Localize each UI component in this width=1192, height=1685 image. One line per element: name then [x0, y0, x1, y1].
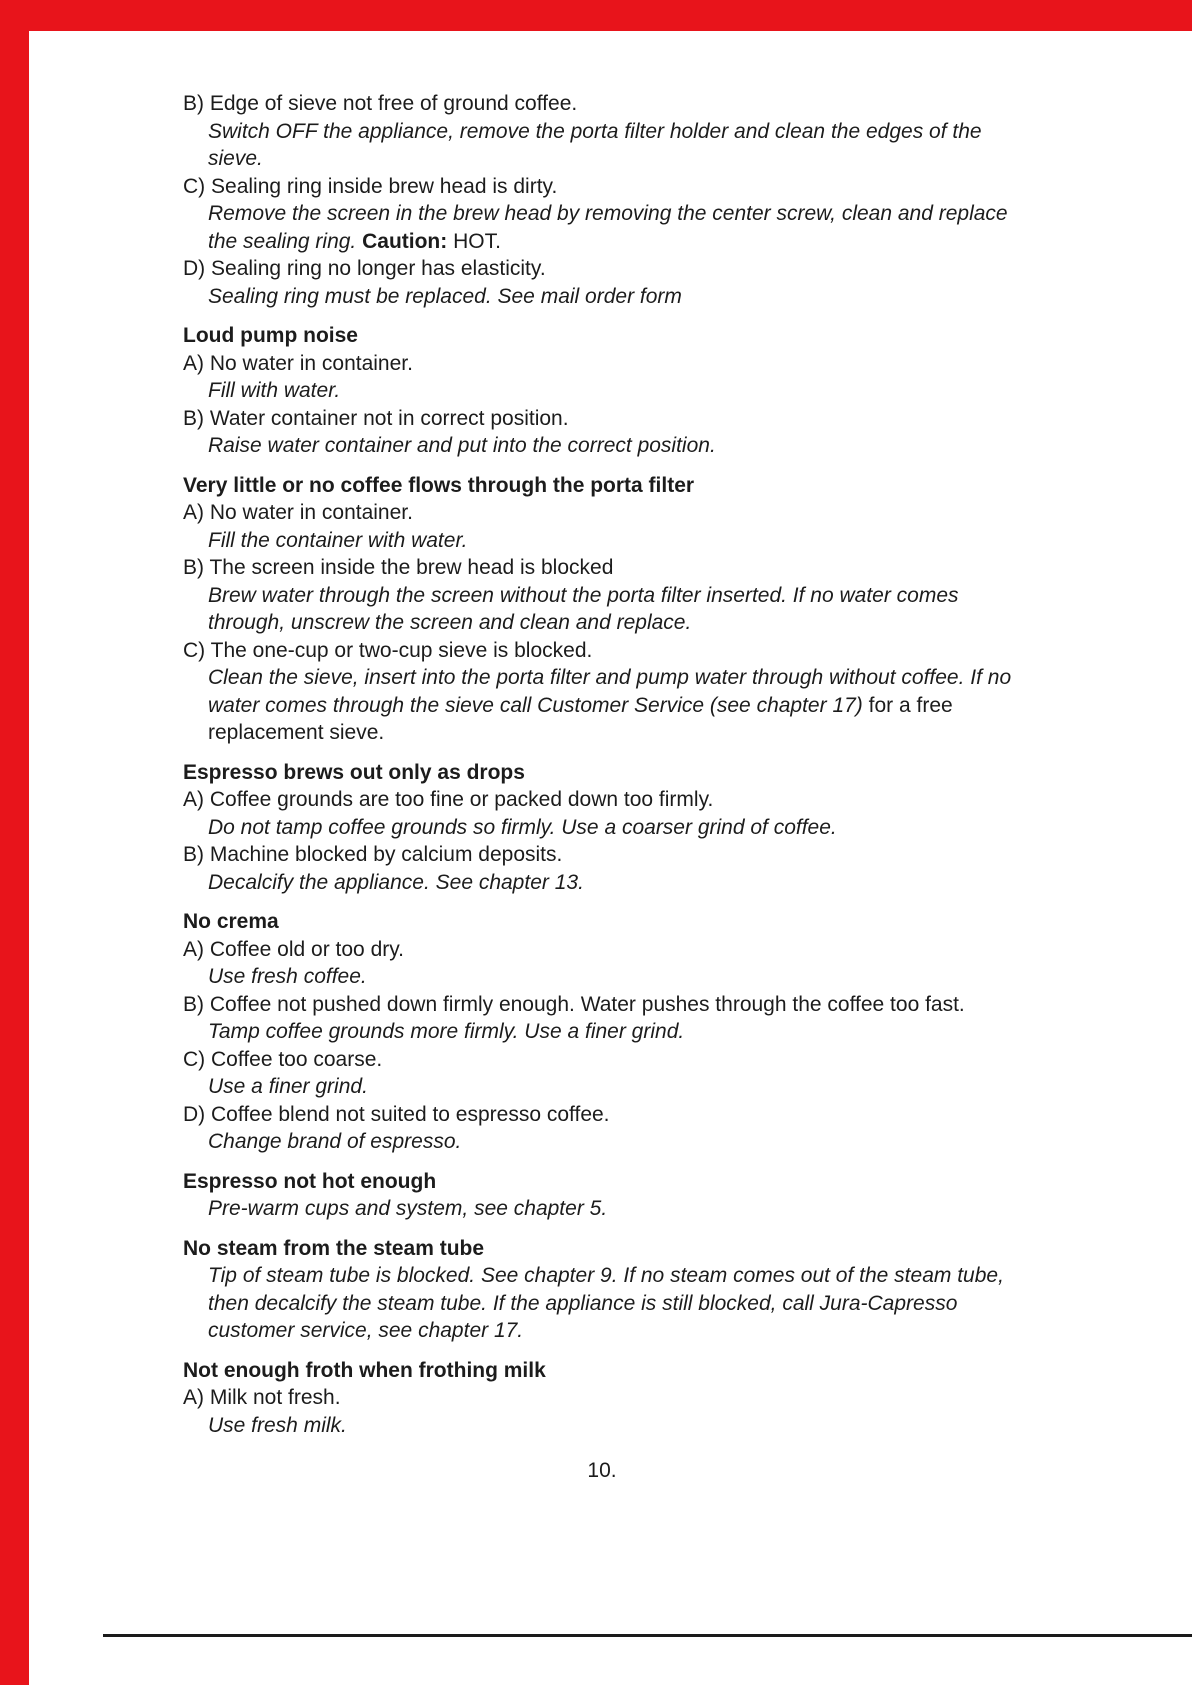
- solution-run: Caution:: [362, 229, 448, 253]
- solution-run: Pre-warm cups and system, see chapter 5.: [208, 1197, 608, 1220]
- solution-line: [183, 664, 1021, 747]
- problem-line: C) Sealing ring inside brew head is dirty.: [183, 174, 558, 198]
- section-heading: No steam from the steam tube: [183, 1236, 485, 1260]
- section-heading: Loud pump noise: [183, 324, 358, 347]
- item-label: C): [183, 174, 206, 198]
- section: [183, 322, 1021, 460]
- troubleshooting-item: [183, 1262, 1021, 1345]
- troubleshooting-item: [183, 350, 1021, 405]
- solution-run: Tip of steam tube is blocked. See chapter 9. If no steam comes out of the steam tube, then decalcify the steam tube. If the appliance is still blocked, call Jura-Capresso customer service, see chapter 17.: [208, 1264, 1004, 1342]
- section-heading: Espresso brews out only as drops: [183, 760, 525, 784]
- solution-line: [183, 1073, 1021, 1101]
- solution-line: [183, 527, 1021, 555]
- problem-line: B) Coffee not pushed down firmly enough. Water pushes through the coffee too fast.: [183, 992, 965, 1016]
- troubleshooting-item: [183, 499, 1021, 554]
- solution-line: [183, 1412, 1021, 1440]
- solution-run: Decalcify the appliance. See chapter 13.: [208, 870, 584, 894]
- solution-run: HOT.: [447, 229, 501, 253]
- solution-line: [183, 582, 1021, 637]
- section: [183, 1235, 1021, 1345]
- solution-line: [183, 377, 1021, 405]
- section: [183, 90, 1021, 310]
- problem-line: B) Water container not in correct position.: [183, 406, 569, 430]
- solution-run: Fill with water.: [208, 379, 341, 402]
- solution-line: [183, 1195, 1021, 1223]
- problem-line: C) Coffee too coarse.: [183, 1047, 383, 1071]
- solution-run: Do not tamp coffee grounds so firmly. Use a coarser grind of coffee.: [208, 815, 837, 839]
- section-heading: Espresso not hot enough: [183, 1169, 437, 1193]
- solution-line: [183, 283, 1021, 311]
- problem-line: A) No water in container.: [183, 351, 413, 375]
- solution-run: Sealing ring must be replaced. See mail order form: [208, 284, 682, 308]
- problem-line: A) Milk not fresh.: [183, 1386, 341, 1409]
- solution-line: [183, 432, 1021, 460]
- solution-line: [183, 814, 1021, 842]
- solution-run: Use fresh coffee.: [208, 965, 367, 988]
- solution-line: [183, 963, 1021, 991]
- solution-run: Tamp coffee grounds more firmly. Use a finer grind.: [208, 1020, 685, 1043]
- troubleshooting-item: [183, 1195, 1021, 1223]
- solution-run: Raise water container and put into the correct position.: [208, 434, 716, 457]
- solution-run: Use a finer grind.: [208, 1075, 368, 1098]
- item-label: D): [183, 1102, 206, 1126]
- problem-line: D) Sealing ring no longer has elasticity.: [183, 257, 546, 280]
- section-heading: No crema: [183, 910, 279, 933]
- page-content: [183, 90, 1021, 1485]
- item-label: A): [183, 937, 204, 961]
- section: [183, 908, 1021, 1156]
- solution-run: Fill the container with water.: [208, 528, 468, 552]
- problem-line: B) Edge of sieve not free of ground coffee.: [183, 92, 578, 115]
- item-label: D): [183, 257, 206, 280]
- solution-line: [183, 1128, 1021, 1156]
- item-label: C): [183, 1047, 206, 1071]
- section-heading: Not enough froth when frothing milk: [183, 1358, 546, 1382]
- troubleshooting-item: [183, 936, 1021, 991]
- solution-line: [183, 200, 1021, 255]
- item-label: A): [183, 501, 204, 524]
- item-label: A): [183, 1386, 204, 1409]
- troubleshooting-item: [183, 991, 1021, 1046]
- troubleshooting-sections: [183, 90, 1021, 1439]
- solution-run: Use fresh milk.: [208, 1413, 347, 1437]
- solution-line: [183, 869, 1021, 897]
- item-label: B): [183, 843, 204, 866]
- problem-line: B) Machine blocked by calcium deposits.: [183, 843, 563, 866]
- problem-line: D) Coffee blend not suited to espresso coffee.: [183, 1102, 610, 1126]
- troubleshooting-item: [183, 1384, 1021, 1439]
- troubleshooting-item: [183, 173, 1021, 256]
- solution-run: for a free replacement sieve.: [208, 693, 953, 744]
- problem-line: C) The one-cup or two-cup sieve is blocked.: [183, 638, 593, 662]
- item-label: B): [183, 992, 204, 1016]
- solution-run: Brew water through the screen without the porta filter inserted. If no water comes through, unscrew the screen and clean and replace.: [208, 583, 959, 634]
- solution-line: [183, 1262, 1021, 1345]
- page-number: 10.: [587, 1459, 617, 1482]
- troubleshooting-item: [183, 786, 1021, 841]
- item-label: B): [183, 406, 204, 430]
- solution-run: Clean the sieve, insert into the porta filter and pump water through without coffee. If no water comes through the sieve call Customer Service (see chapter 17): [208, 666, 1012, 717]
- troubleshooting-item: [183, 1101, 1021, 1156]
- solution-run: Remove the screen in the brew head by removing the center screw, clean and replace the sealing ring.: [208, 202, 1008, 253]
- section: [183, 472, 1021, 747]
- section: [183, 759, 1021, 897]
- bottom-rule: [103, 1634, 1192, 1637]
- troubleshooting-item: [183, 637, 1021, 747]
- problem-line: B) The screen inside the brew head is blocked: [183, 556, 614, 579]
- troubleshooting-item: [183, 841, 1021, 896]
- troubleshooting-item: [183, 255, 1021, 310]
- solution-run: Change brand of espresso.: [208, 1130, 462, 1153]
- problem-line: A) Coffee old or too dry.: [183, 937, 405, 961]
- item-label: B): [183, 556, 204, 579]
- section: [183, 1168, 1021, 1223]
- troubleshooting-item: [183, 1046, 1021, 1101]
- problem-line: A) No water in container.: [183, 501, 413, 524]
- item-label: B): [183, 92, 204, 115]
- solution-line: [183, 1018, 1021, 1046]
- item-label: C): [183, 638, 206, 662]
- troubleshooting-item: [183, 90, 1021, 173]
- item-label: A): [183, 351, 204, 375]
- problem-line: A) Coffee grounds are too fine or packed down too firmly.: [183, 788, 714, 811]
- top-red-bar: [0, 0, 1192, 31]
- section-heading: Very little or no coffee flows through the porta filter: [183, 473, 695, 497]
- solution-run: Switch OFF the appliance, remove the porta filter holder and clean the edges of the sieve.: [208, 119, 982, 170]
- troubleshooting-item: [183, 405, 1021, 460]
- left-red-bar: [0, 0, 29, 1685]
- solution-line: [183, 118, 1021, 173]
- troubleshooting-item: [183, 554, 1021, 637]
- section: [183, 1357, 1021, 1440]
- item-label: A): [183, 788, 204, 811]
